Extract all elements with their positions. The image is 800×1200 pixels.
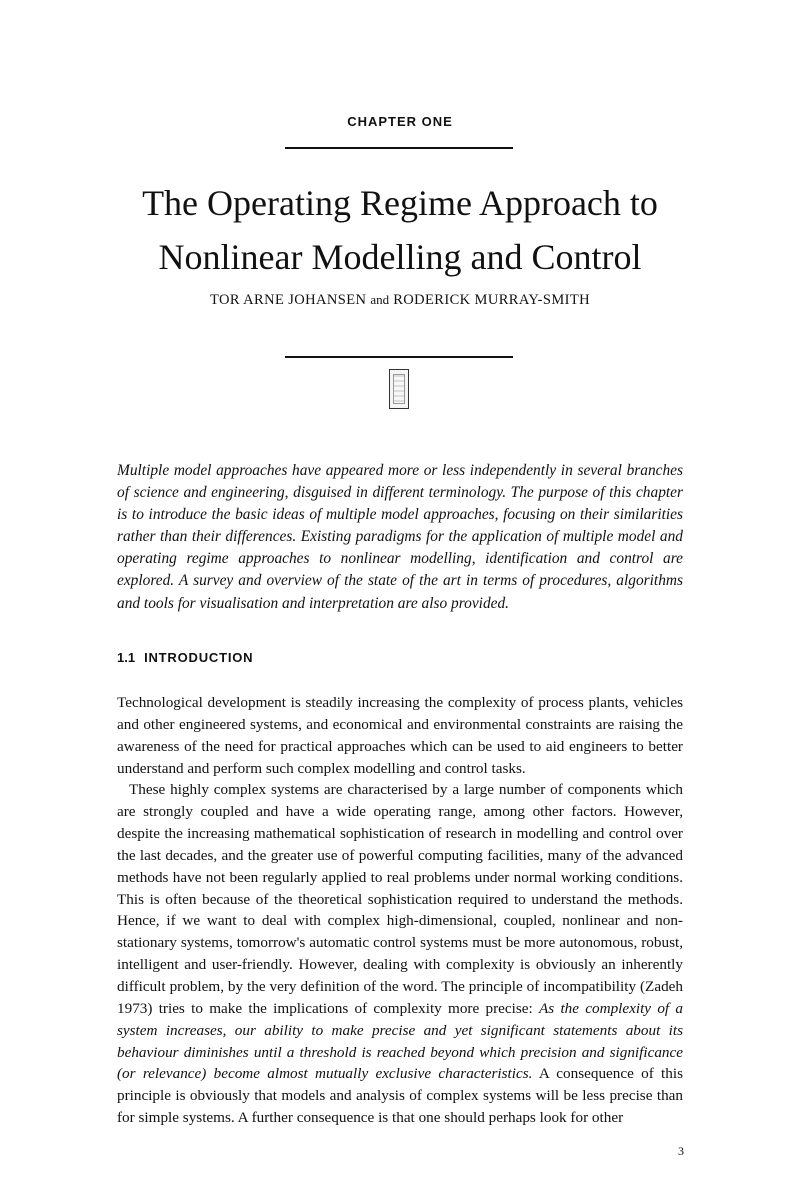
- author-joiner: and: [370, 292, 390, 307]
- paragraph-2-text: These highly complex systems are characterised by a large number of components which are strongly coupled and have a wide operating range, among other factors. However, despite the increasing mathematical sophistication of research in modelling and control over the last decades, and the greater use of powerful computing facilities, many of the advanced methods have not been regularly applied to real problems under normal working conditions. This is often because of the theoretical sophistication required to understand the methods. Hence, if we want to deal with complex high-dimensional, coupled, nonlinear and non-stationary systems, tomorrow's automatic control systems must be more autonomous, robust, intelligent and user-friendly. However, dealing with complexity is obviously an inherently difficult problem, by the very definition of the word. The principle of incompatibility (Zadeh 1973) tries to make the implications of complexity more precise:: [117, 781, 683, 1017]
- author-name-2: RODERICK MURRAY-SMITH: [393, 292, 591, 308]
- section-title: INTRODUCTION: [144, 650, 254, 665]
- page-number: 3: [678, 1144, 684, 1158]
- section-number: 1.1: [117, 650, 136, 665]
- paragraph-2-continuation: A consequence of this principle is obviously that models and analysis of complex systems will be less precise than for simple systems. A further consequence is that one should perhaps look for other: [117, 1065, 683, 1127]
- title-rule-bottom: [285, 356, 513, 358]
- document-icon: [389, 369, 409, 409]
- document-icon-lines: [393, 374, 405, 404]
- chapter-abstract: Multiple model approaches have appeared more or less independently in several branches of science and engineering, disguised in different terminology. The purpose of this chapter is to introduce the basic ideas of multiple model approaches, focusing on their similarities rather than their differences. Existing paradigms for the application of multiple model and operating regime approaches to nonlinear modelling, identification and control are explored. A survey and overview of the state of the art in terms of procedures, algorithms and tools for visualisation and interpretation are also provided.: [117, 462, 683, 612]
- chapter-title-line-1: The Operating Regime Approach to: [142, 183, 658, 223]
- paragraph-1: Technological development is steadily increasing the complexity of process plants, vehicles and other engineered systems, and economical and environmental constraints are raising the awareness of the need for practical approaches which can be used to aid engineers to better understand and perform such complex modelling and control tasks.: [117, 694, 683, 777]
- chapter-authors: [0, 292, 800, 309]
- chapter-title-line-2: Nonlinear Modelling and Control: [158, 237, 642, 277]
- zadeh-quote: As the complexity of a system increases, our ability to make precise and yet significant statements about its behaviour diminishes until a threshold is reached beyond which precision and significance (or relevance) become almost mutually exclusive characteristics.: [117, 999, 683, 1083]
- body-text: [117, 692, 683, 1129]
- author-name-1: TOR ARNE JOHANSEN: [209, 292, 367, 308]
- title-rule-top: [285, 147, 513, 149]
- paragraph-2: [117, 779, 683, 1129]
- chapter-title: [0, 176, 800, 284]
- section-heading: [117, 650, 253, 665]
- chapter-label: CHAPTER ONE: [347, 114, 453, 129]
